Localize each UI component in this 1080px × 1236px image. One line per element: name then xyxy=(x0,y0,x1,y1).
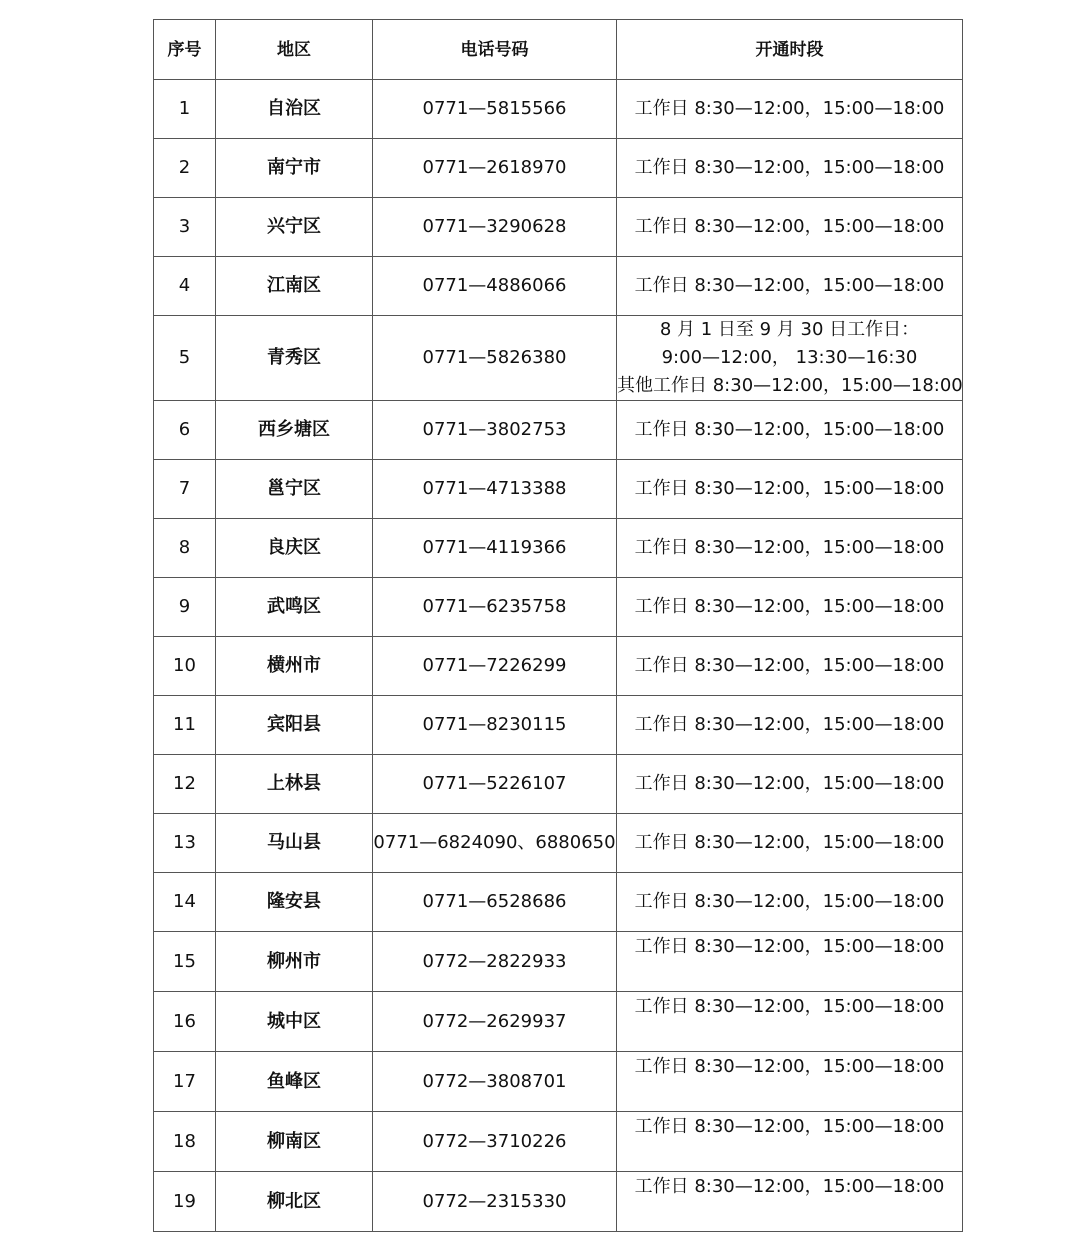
service-hours-line: 工作日 8:30—12:00，15:00—18:00 xyxy=(634,996,945,1017)
service-hours-line: 工作日 8:30—12:00，15:00—18:00 xyxy=(634,936,945,957)
row-number: 6 xyxy=(154,401,216,460)
row-number: 11 xyxy=(154,696,216,755)
region-name: 马山县 xyxy=(216,814,373,873)
row-number: 17 xyxy=(154,1052,216,1112)
table-body xyxy=(154,80,963,1232)
region-name: 上林县 xyxy=(216,755,373,814)
service-hours xyxy=(617,814,963,873)
table-row xyxy=(154,637,963,696)
service-hours xyxy=(617,80,963,139)
header-no: 序号 xyxy=(154,20,216,80)
row-number: 9 xyxy=(154,578,216,637)
service-hours-line: 工作日 8:30—12:00，15:00—18:00 xyxy=(634,537,945,558)
region-name: 邕宁区 xyxy=(216,460,373,519)
service-hours-line: 工作日 8:30—12:00，15:00—18:00 xyxy=(634,275,945,296)
service-hours xyxy=(617,578,963,637)
table-row xyxy=(154,257,963,316)
service-hours xyxy=(617,755,963,814)
phone-number: 0772—2315330 xyxy=(373,1172,617,1232)
service-hours-line: 工作日 8:30—12:00，15:00—18:00 xyxy=(634,98,945,119)
row-number: 5 xyxy=(154,316,216,401)
region-name: 武鸣区 xyxy=(216,578,373,637)
region-name: 宾阳县 xyxy=(216,696,373,755)
table-row xyxy=(154,139,963,198)
phone-number: 0772—3808701 xyxy=(373,1052,617,1112)
phone-number: 0772—3710226 xyxy=(373,1112,617,1172)
table-row xyxy=(154,316,963,401)
row-number: 13 xyxy=(154,814,216,873)
row-number: 12 xyxy=(154,755,216,814)
phone-number: 0772—2629937 xyxy=(373,992,617,1052)
table-row xyxy=(154,401,963,460)
table-row xyxy=(154,1112,963,1172)
phone-number: 0771—6824090、6880650 xyxy=(373,814,617,873)
row-number: 4 xyxy=(154,257,216,316)
service-hours xyxy=(617,696,963,755)
service-hours xyxy=(617,932,963,992)
region-name: 横州市 xyxy=(216,637,373,696)
table-row xyxy=(154,1052,963,1112)
service-hours-line: 工作日 8:30—12:00，15:00—18:00 xyxy=(634,832,945,853)
table-row xyxy=(154,755,963,814)
service-hours-line: 工作日 8:30—12:00，15:00—18:00 xyxy=(634,1056,945,1077)
region-name: 青秀区 xyxy=(216,316,373,401)
header-row xyxy=(154,20,963,80)
phone-number: 0771—4119366 xyxy=(373,519,617,578)
row-number: 3 xyxy=(154,198,216,257)
service-hours-line: 工作日 8:30—12:00，15:00—18:00 xyxy=(634,714,945,735)
phone-number: 0771—7226299 xyxy=(373,637,617,696)
service-hours-line: 8 月 1 日至 9 月 30 日工作日： xyxy=(659,319,920,340)
region-name: 柳北区 xyxy=(216,1172,373,1232)
row-number: 16 xyxy=(154,992,216,1052)
region-name: 隆安县 xyxy=(216,873,373,932)
phone-number: 0771—6235758 xyxy=(373,578,617,637)
phone-number: 0771—5826380 xyxy=(373,316,617,401)
service-hours xyxy=(617,257,963,316)
table-row xyxy=(154,932,963,992)
service-hours-line: 工作日 8:30—12:00，15:00—18:00 xyxy=(634,157,945,178)
service-hours-line: 工作日 8:30—12:00，15:00—18:00 xyxy=(634,1176,945,1197)
row-number: 15 xyxy=(154,932,216,992)
service-hours xyxy=(617,1052,963,1112)
service-hours xyxy=(617,637,963,696)
table-row xyxy=(154,873,963,932)
service-hours xyxy=(617,460,963,519)
service-hours xyxy=(617,1172,963,1232)
service-hours-line: 9:00—12:00， 13:30—16:30 xyxy=(661,347,918,368)
service-hours xyxy=(617,198,963,257)
header-hours: 开通时段 xyxy=(617,20,963,80)
hotline-table xyxy=(153,19,963,1232)
service-hours-line: 工作日 8:30—12:00，15:00—18:00 xyxy=(634,478,945,499)
service-hours-line: 其他工作日 8:30—12:00，15:00—18:00 xyxy=(617,375,963,396)
service-hours-line: 工作日 8:30—12:00，15:00—18:00 xyxy=(634,655,945,676)
phone-number: 0771—3802753 xyxy=(373,401,617,460)
row-number: 2 xyxy=(154,139,216,198)
table-row xyxy=(154,814,963,873)
region-name: 西乡塘区 xyxy=(216,401,373,460)
table-row xyxy=(154,198,963,257)
service-hours xyxy=(617,139,963,198)
table-row xyxy=(154,1172,963,1232)
table-row xyxy=(154,460,963,519)
row-number: 19 xyxy=(154,1172,216,1232)
row-number: 8 xyxy=(154,519,216,578)
service-hours-line: 工作日 8:30—12:00，15:00—18:00 xyxy=(634,1116,945,1137)
service-hours xyxy=(617,873,963,932)
phone-number: 0771—3290628 xyxy=(373,198,617,257)
service-hours xyxy=(617,992,963,1052)
table-row xyxy=(154,80,963,139)
region-name: 南宁市 xyxy=(216,139,373,198)
table-row xyxy=(154,696,963,755)
service-hours-line: 工作日 8:30—12:00，15:00—18:00 xyxy=(634,419,945,440)
service-hours-line: 工作日 8:30—12:00，15:00—18:00 xyxy=(634,891,945,912)
header-phone: 电话号码 xyxy=(373,20,617,80)
row-number: 7 xyxy=(154,460,216,519)
phone-number: 0771—4886066 xyxy=(373,257,617,316)
phone-number: 0771—2618970 xyxy=(373,139,617,198)
region-name: 柳州市 xyxy=(216,932,373,992)
service-hours-line: 工作日 8:30—12:00，15:00—18:00 xyxy=(634,773,945,794)
service-hours xyxy=(617,401,963,460)
service-hours-line: 工作日 8:30—12:00，15:00—18:00 xyxy=(634,596,945,617)
phone-number: 0771—5226107 xyxy=(373,755,617,814)
service-hours-line: 工作日 8:30—12:00，15:00—18:00 xyxy=(634,216,945,237)
service-hours xyxy=(617,1112,963,1172)
header-region: 地区 xyxy=(216,20,373,80)
region-name: 鱼峰区 xyxy=(216,1052,373,1112)
region-name: 江南区 xyxy=(216,257,373,316)
region-name: 良庆区 xyxy=(216,519,373,578)
table-row xyxy=(154,578,963,637)
phone-number: 0771—6528686 xyxy=(373,873,617,932)
service-hours xyxy=(617,519,963,578)
row-number: 10 xyxy=(154,637,216,696)
phone-number: 0771—8230115 xyxy=(373,696,617,755)
row-number: 14 xyxy=(154,873,216,932)
table-row xyxy=(154,519,963,578)
region-name: 柳南区 xyxy=(216,1112,373,1172)
service-hours xyxy=(617,316,963,401)
phone-number: 0771—4713388 xyxy=(373,460,617,519)
region-name: 城中区 xyxy=(216,992,373,1052)
row-number: 18 xyxy=(154,1112,216,1172)
row-number: 1 xyxy=(154,80,216,139)
phone-number: 0771—5815566 xyxy=(373,80,617,139)
phone-number: 0772—2822933 xyxy=(373,932,617,992)
region-name: 兴宁区 xyxy=(216,198,373,257)
region-name: 自治区 xyxy=(216,80,373,139)
table-row xyxy=(154,992,963,1052)
